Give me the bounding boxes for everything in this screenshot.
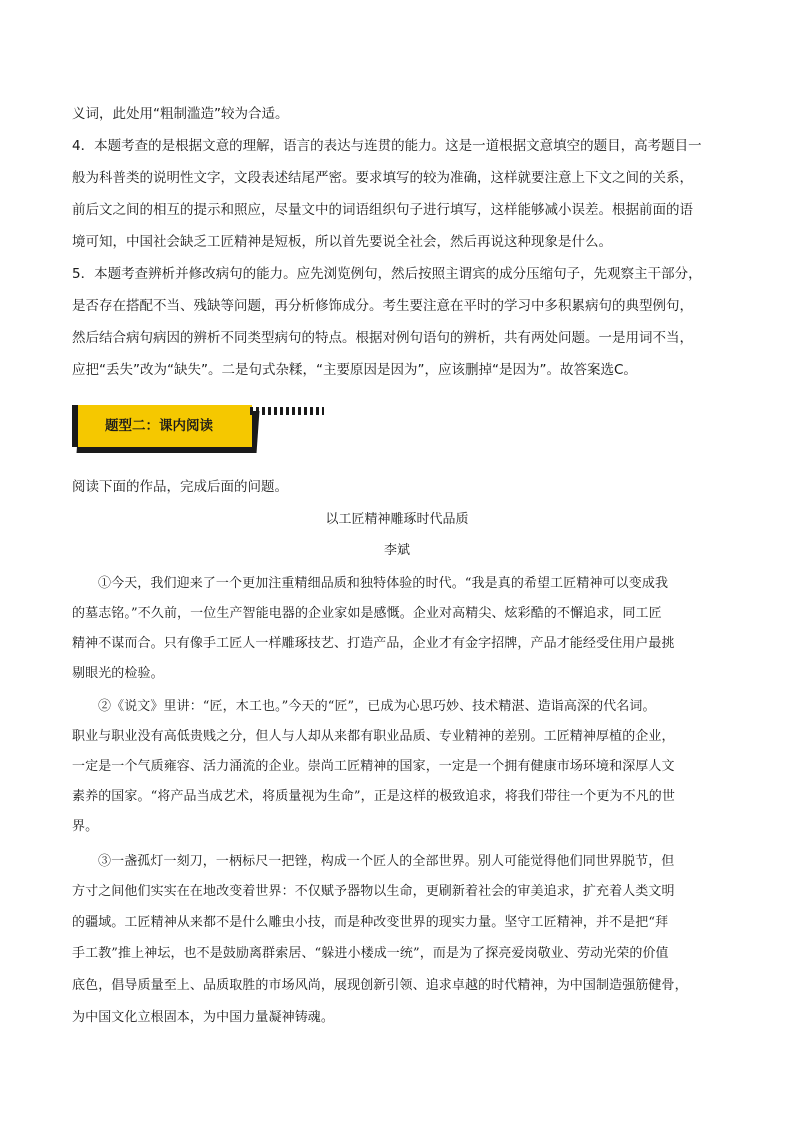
article-line: 底色，倡导质量至上、品质取胜的市场风尚，展现创新引领、追求卓越的时代精神，为中国制造强筋健骨，	[72, 978, 688, 993]
article-line: 的墓志铭。”不久前，一位生产智能电器的企业家如是感慨。企业对高精尖、炫彩酷的不懈追求，同工匠	[72, 606, 662, 621]
reading-instruction: 阅读下面的作品，完成后面的问题。	[72, 479, 288, 495]
article-line: 精神不谋而合。只有像手工匠人一样雕琢技艺、打造产品，企业才有金字招牌，产品才能经受住用户最挑	[72, 636, 675, 651]
article-line: ①今天，我们迎来了一个更加注重精细品质和独特体验的时代。“我是真的希望工匠精神可以变成我	[98, 576, 669, 591]
article-line: 一定是一个气质雍容、活力涌流的企业。崇尚工匠精神的国家，一定是一个拥有健康市场环境和深厚人文	[72, 759, 675, 774]
answer-line: 应把“丢失”改为“缺失”。二是句式杂糅，“主要原因是因为”，应该删掉“是因为”。故答案选C。	[72, 362, 637, 378]
article-line: 剔眼光的检验。	[72, 666, 164, 681]
article-line: 的疆域。工匠精神从来都不是什么雕虫小技，而是种改变世界的现实力量。坚守工匠精神，并不是把“拜	[72, 915, 669, 930]
article-line: 手工教”推上神坛，也不是鼓励离群索居、“躲进小楼成一统”，而是为了探亮爱岗敬业、劳动光荣的价值	[72, 946, 669, 961]
article-line: ③一盏孤灯一刻刀，一柄标尺一把锉，构成一个匠人的全部世界。别人可能觉得他们同世界脱节，但	[98, 854, 675, 869]
section-header	[72, 405, 258, 453]
answer-line: 5．本题考查辨析并修改病句的能力。应先浏览例句，然后按照主谓宾的成分压缩句子，先观察主干部分，	[72, 266, 702, 282]
answer-line: 4．本题考查的是根据文意的理解，语言的表达与连贯的能力。这是一道根据文意填空的题目，高考题目一	[72, 138, 702, 154]
answer-line: 境可知，中国社会缺乏工匠精神是短板，所以首先要说全社会，然后再说这种现象是什么。	[72, 234, 612, 250]
article-line: 为中国文化立根固本，为中国力量凝神铸魂。	[72, 1010, 335, 1025]
article-line: 职业与职业没有高低贵贱之分，但人与人却从来都有职业品质、专业精神的差别。工匠精神厚植的企业，	[72, 729, 675, 744]
section-header-label: 题型二：课内阅读	[105, 418, 213, 434]
article-line: 界。	[72, 819, 99, 834]
section-header-stripes	[250, 407, 324, 415]
article-title: 以工匠精神雕琢时代品质	[325, 512, 469, 527]
article-line: 方寸之间他们实实在在地改变着世界：不仅赋予器物以生命，更刷新着社会的审美追求，扩充着人类文明	[72, 884, 675, 899]
article-line: 素养的国家。“将产品当成艺术，将质量视为生命”，正是这样的极致追求，将我们带往一个更为不凡的世	[72, 789, 675, 804]
answer-line: 是否存在搭配不当、残缺等问题，再分析修饰成分。考生要注意在平时的学习中多积累病句的典型例句，	[72, 298, 693, 314]
answer-line: 然后结合病句病因的辨析不同类型病句的特点。根据对例句语句的辨析，共有两处问题。一是用词不当，	[72, 330, 693, 346]
answer-line: 义词，此处用“粗制滥造”较为合适。	[72, 106, 289, 122]
article-line: ②《说文》里讲：“匠，木工也。”今天的“匠”，已成为心思巧妙、技术精湛、造诣高深的代名词。	[98, 699, 656, 714]
answer-line: 前后文之间的相互的提示和照应，尽量文中的词语组织句子进行填写，这样能够减小误差。根据前面的语	[72, 202, 693, 218]
article-author: 李斌	[383, 543, 410, 558]
answer-line: 般为科普类的说明性文字，文段表述结尾严密。要求填写的较为准确，这样就要注意上下文之间的关系，	[72, 170, 693, 186]
